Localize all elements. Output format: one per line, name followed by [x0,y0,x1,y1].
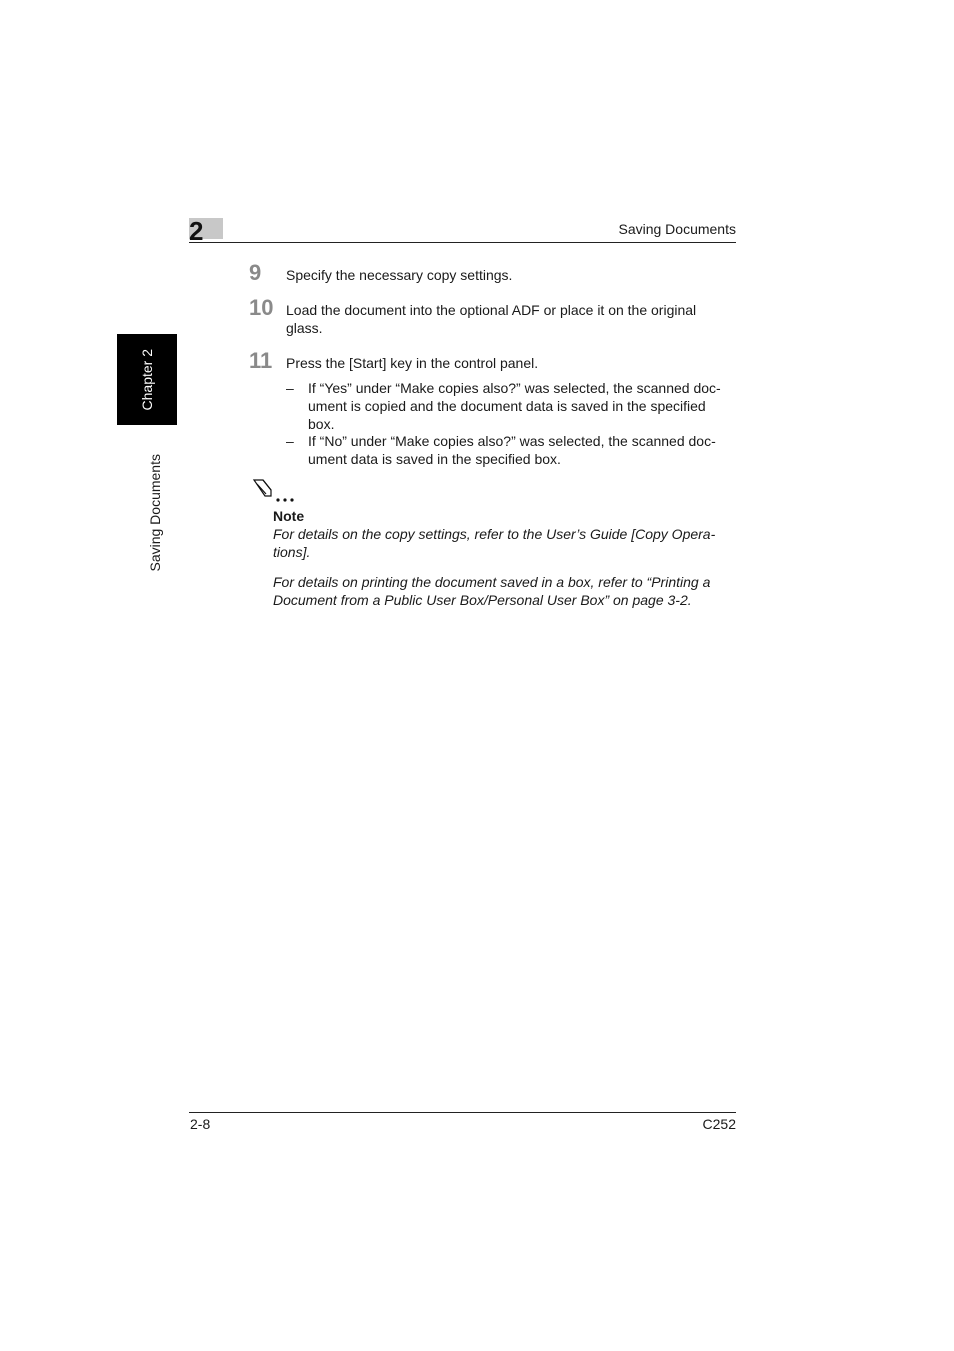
note-line: tions]. [273,544,311,560]
sub-list-item-line: ument is copied and the document data is saved in the specified [308,398,706,414]
note-line: Document from a Public User Box/Personal User Box” on page 3-2. [273,592,692,608]
sub-list-item-text [308,432,738,468]
step-number: 11 [249,348,273,373]
sub-list-item [286,432,738,468]
chapter-side-tab-label-wrap [117,334,177,425]
step-text [286,301,738,337]
chapter-number: 2 [189,216,204,246]
sub-list-item-line: box. [308,416,335,432]
header-divider [189,242,736,243]
header-section-title: Saving Documents [618,221,736,237]
sub-list-item-line: If “No” under “Make copies also?” was selected, the scanned doc- [308,433,716,449]
sub-list-item-text [308,379,738,433]
list-dash: – [286,433,294,449]
section-side-label: Saving Documents [147,453,163,572]
section-side-label-wrap [140,440,170,585]
chapter-side-tab-label: Chapter 2 [139,348,155,411]
sub-list-item [286,379,738,433]
step-number: 9 [249,260,262,285]
note-line: For details on printing the document saved in a box, refer to “Printing a [273,574,711,590]
sub-list-item-line: If “Yes” under “Make copies also?” was selected, the scanned doc- [308,380,721,396]
note-line: For details on the copy settings, refer to the User’s Guide [Copy Opera- [273,526,716,542]
note-paragraph [273,573,737,609]
footer-divider [189,1112,736,1113]
step-number: 10 [249,295,274,320]
page-number: 2-8 [190,1116,211,1132]
step-text: Press the [Start] key in the control panel. [286,355,539,371]
list-dash: – [286,380,294,396]
step-text-line: glass. [286,320,323,336]
pencil-note-icon [251,476,301,506]
step-text: Specify the necessary copy settings. [286,267,513,283]
model-name: C252 [702,1116,736,1132]
sub-list-item-line: ument data is saved in the specified box. [308,451,561,467]
note-paragraph [273,525,737,561]
note-heading: Note [273,508,305,524]
step-text-line: Load the document into the optional ADF or place it on the original [286,302,697,318]
